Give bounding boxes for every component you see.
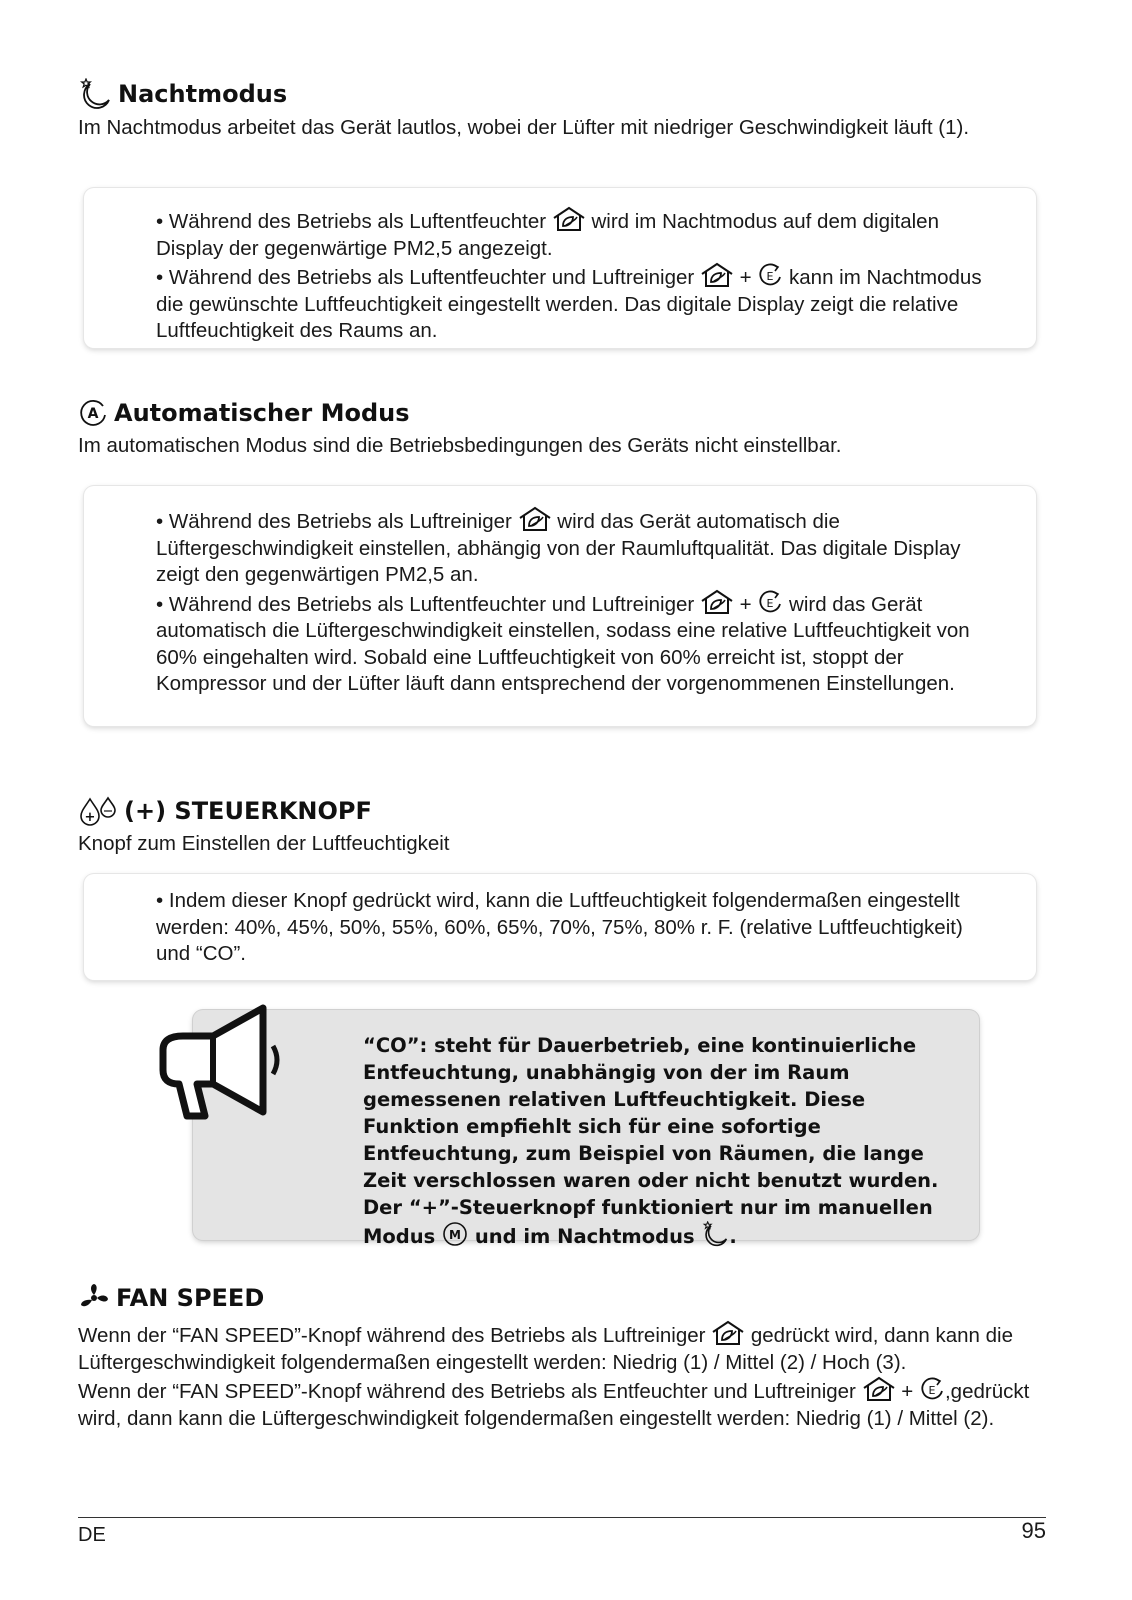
co-note-text-end: .: [729, 1225, 737, 1248]
night-bullet-2-end: kann im Nachtmodus die gewünschte Luftfeuchtigkeit eingestellt werden. Das digitale Display zeigt die relative Luftfeuchtigkeit des Raums an.: [156, 266, 982, 342]
purifier-mode-icon: [862, 1376, 896, 1402]
co-note-text: [363, 1032, 963, 1250]
control-intro: Knopf zum Einstellen der Luftfeuchtigkeit: [78, 832, 450, 855]
purifier-mode-icon: [700, 262, 734, 288]
night-heading: [78, 78, 1046, 110]
svg-text:+: +: [84, 810, 96, 825]
co-note-text-night: und im Nachtmodus: [474, 1225, 695, 1248]
purifier-mode-icon: [711, 1320, 745, 1346]
dehumidifier-mode-icon: [757, 589, 783, 615]
control-info-box: [84, 874, 1036, 980]
fan-para-2: [78, 1376, 1046, 1432]
moon-star-icon: [78, 78, 112, 110]
night-bullet-1: [156, 206, 986, 262]
plus-sign: +: [739, 266, 752, 289]
fan-para-1-start: Wenn der “FAN SPEED”-Knopf während des Betriebs als Luftreiniger: [78, 1324, 706, 1347]
purifier-mode-icon: [518, 506, 552, 532]
auto-mode-icon: [78, 398, 108, 428]
megaphone-icon: [153, 1000, 293, 1130]
auto-title: Automatischer Modus: [114, 399, 410, 427]
fan-heading: [78, 1282, 1046, 1314]
section-fan-speed: [78, 1282, 1046, 1432]
auto-info-box: [84, 486, 1036, 726]
auto-bullet-1-end: wird das Gerät automatisch die Lüftergeschwindigkeit einstellen, abhängig von der Raumluftqualität. Das digitale Display zeigt den gegenwärtigen PM2,5 an.: [156, 510, 961, 586]
section-auto-mode: [78, 398, 1046, 459]
page-number: 95: [1021, 1518, 1046, 1543]
auto-intro: Im automatischen Modus sind die Betriebsbedingungen des Geräts nicht einstellbar.: [78, 434, 842, 457]
co-note-box: [193, 1010, 979, 1248]
night-title: Nachtmodus: [118, 80, 288, 108]
footer-language: DE: [78, 1524, 106, 1546]
auto-bullet-2-start: • Während des Betriebs als Luftentfeuchter und Luftreiniger: [156, 592, 695, 616]
night-bullet-1-start: • Während des Betriebs als Luftentfeuchter: [156, 210, 547, 233]
purifier-mode-icon: [700, 589, 734, 615]
night-bullet-2: [156, 262, 986, 345]
control-bullet-1: • Indem dieser Knopf gedrückt wird, kann die Luftfeuchtigkeit folgendermaßen eingestellt werden: 40%, 45%, 50%, 55%, 60%, 65%, 70%, 75%, 80% r. F. (relative Luftfeuchtigkeit) und “CO”.: [156, 889, 963, 965]
fan-icon: [78, 1282, 110, 1314]
dehumidifier-mode-icon: [757, 262, 783, 288]
section-control-button: [78, 796, 1046, 857]
fan-title: FAN SPEED: [116, 1284, 265, 1312]
purifier-mode-icon: [552, 206, 586, 232]
svg-text:A: A: [87, 406, 99, 422]
fan-para-2-end: ,gedrückt wird, dann kann die Lüftergeschwindigkeit folgendermaßen eingestellt werden: Niedrig (1) / Mittel (2).: [78, 1380, 1030, 1430]
night-intro: Im Nachtmodus arbeitet das Gerät lautlos, wobei der Lüfter mit niedriger Geschwindigkeit läuft (1).: [78, 116, 970, 139]
humidity-plus-icon: [78, 796, 118, 826]
auto-bullet-2-end: wird das Gerät automatisch die Lüftergeschwindigkeit einstellen, sodass eine relative Luftfeuchtigkeit von 60% eingehalten wird. Sobald eine Luftfeuchtigkeit von 60% erreicht ist, stoppt der Kompressor und der Lüfter läuft dann entsprechend der vorgenommenen Einstellungen.: [156, 592, 970, 695]
fan-para-2-start: Wenn der “FAN SPEED”-Knopf während des Betriebs als Entfeuchter und Luftreiniger: [78, 1380, 856, 1403]
control-heading: [78, 796, 1046, 826]
plus-sign: +: [739, 592, 752, 616]
plus-sign: +: [901, 1380, 914, 1403]
svg-text:M: M: [449, 1228, 462, 1242]
night-bullet-2-start: • Während des Betriebs als Luftentfeuchter und Luftreiniger: [156, 266, 695, 289]
manual-mode-icon: [442, 1221, 468, 1247]
auto-heading: [78, 398, 1046, 428]
dehumidifier-mode-icon: [919, 1376, 945, 1402]
footer-divider: [78, 1517, 1046, 1518]
fan-para-1-end: gedrückt wird, dann kann die Lüftergeschwindigkeit folgendermaßen eingestellt werden: Niedrig (1) / Mittel (2) / Hoch (3).: [78, 1324, 1013, 1374]
night-info-box: [84, 188, 1036, 348]
control-title: (+) STEUERKNOPF: [124, 797, 372, 825]
night-bullet-1-end: wird im Nachtmodus auf dem digitalen Display der gegenwärtige PM2,5 angezeigt.: [156, 210, 939, 260]
auto-bullet-1: [156, 506, 986, 589]
co-note-text-main: “CO”: steht für Dauerbetrieb, eine kontinuierliche Entfeuchtung, unabhängig von der im Raum gemessenen relativen Luftfeuchtigkeit. Diese Funktion empfiehlt sich für eine sofortige Entfeuchtung, zum Beispiel von Räumen, die lange Zeit verschlossen waren oder nicht benutzt wurden. Der “+”-Steuerknopf funktioniert nur im manuellen Modus: [363, 1034, 939, 1248]
fan-para-1: [78, 1320, 1046, 1376]
auto-bullet-2: [156, 589, 986, 698]
moon-star-icon: [701, 1221, 729, 1247]
section-night-mode: [78, 78, 1046, 141]
auto-bullet-1-start: • Während des Betriebs als Luftreiniger: [156, 510, 512, 533]
